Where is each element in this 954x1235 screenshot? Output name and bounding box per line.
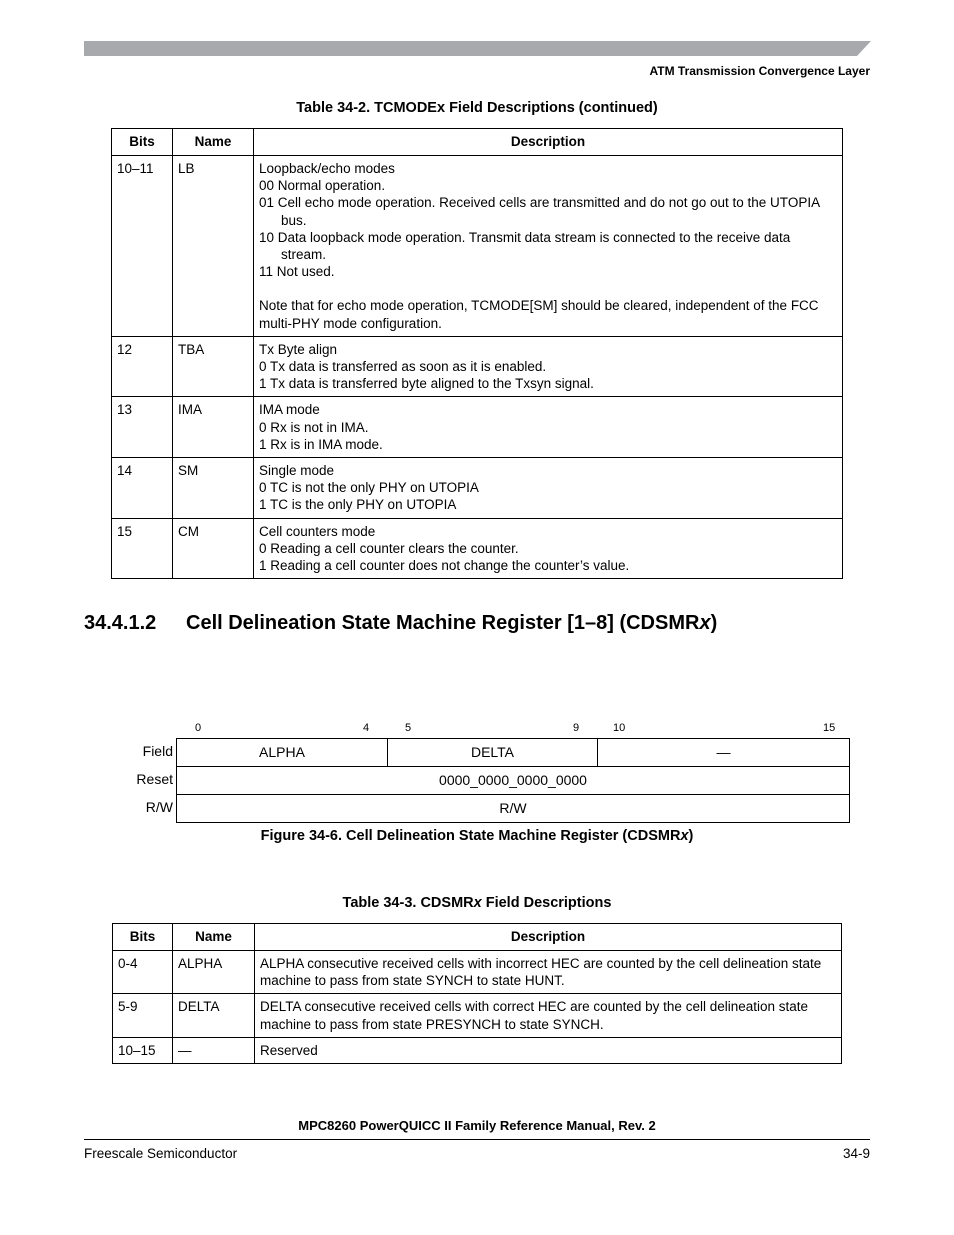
cell-description (254, 518, 843, 579)
cell-name: IMA (173, 397, 254, 458)
description-line: 1 Rx is in IMA mode. (259, 436, 383, 452)
cell-bits: 15 (112, 518, 173, 579)
description-line: 11 Not used. (259, 264, 335, 280)
table-row (113, 994, 842, 1037)
figure-caption-end: ) (688, 828, 694, 844)
bit-number-5: 5 (405, 722, 412, 734)
table1 (111, 128, 843, 579)
description-line: Tx Byte align (259, 341, 338, 357)
description-line: 1 Tx data is transferred byte aligned to the Txsyn signal. (259, 376, 594, 392)
footer-company: Freescale Semiconductor (84, 1146, 238, 1161)
description-line: 00 Normal operation. (259, 178, 386, 194)
cell-description: DELTA consecutive received cells with correct HEC are counted by the cell delineation state machine to pass from state PRESYNCH to state SYNCH. (255, 994, 842, 1037)
bit-number-10: 10 (613, 722, 626, 734)
description-line: Single mode (259, 463, 335, 479)
description-line: 01 Cell echo mode operation. Received cells are transmitted and do not go out to the UTOPIA bus. (259, 195, 820, 228)
column-header-bits: Bits (113, 924, 173, 951)
description-line: 0 Reading a cell counter clears the counter. (259, 540, 519, 556)
row-label-rw: R/W (145, 799, 173, 815)
description-line: 0 Rx is not in IMA. (259, 419, 369, 435)
cell-bits: 10–15 (113, 1037, 173, 1063)
table-row (113, 951, 842, 994)
cell-name: CM (173, 518, 254, 579)
section-heading (84, 612, 717, 635)
description-line: Cell counters mode (259, 523, 376, 539)
register-field-alpha: ALPHA (177, 739, 388, 766)
table2-caption-text: Table 34-3. CDSMR (342, 895, 474, 911)
table2-caption (0, 895, 954, 911)
footer-page-number: 34-9 (842, 1146, 870, 1161)
cell-description (254, 336, 843, 397)
table-row (113, 1037, 842, 1063)
bit-number-9: 9 (573, 722, 580, 734)
column-header-name: Name (173, 924, 255, 951)
description-line: IMA mode (259, 402, 320, 418)
description-line: 1 Reading a cell counter does not change the counter’s value. (259, 558, 630, 574)
cell-name: ALPHA (173, 951, 255, 994)
bit-number-15: 15 (823, 722, 836, 734)
register-field-delta: DELTA (388, 739, 598, 766)
table2-header-row (113, 924, 842, 951)
cell-name: DELTA (173, 994, 255, 1037)
section-title-italic: x (699, 612, 711, 634)
cell-bits: 14 (112, 458, 173, 519)
cell-name: TBA (173, 336, 254, 397)
header-bar-shape (84, 41, 871, 56)
description-line: 1 TC is the only PHY on UTOPIA (259, 497, 457, 513)
description-line: Loopback/echo modes (259, 161, 395, 176)
description-line: 10 Data loopback mode operation. Transmit data stream is connected to the receive data stream. (259, 229, 791, 263)
cell-bits: 10–11 (112, 156, 173, 337)
section-title: Cell Delineation State Machine Register [1–8] (CDSMR (186, 612, 700, 634)
table-row (112, 397, 843, 458)
cell-description (254, 156, 843, 337)
table-row (112, 518, 843, 579)
register-field-row (176, 738, 850, 767)
footer-manual-title: MPC8260 PowerQUICC II Family Reference Manual, Rev. 2 (298, 1118, 656, 1133)
description-line: Note that for echo mode operation, TCMODE[SM] should be cleared, independent of the FCC multi-PHY mode configuration. (259, 298, 819, 331)
table2-caption-italic: x (473, 895, 482, 911)
column-header-bits: Bits (112, 129, 173, 156)
table2 (112, 923, 842, 1064)
register-diagram (120, 718, 855, 828)
table-row (112, 458, 843, 519)
footer-rule (84, 1139, 870, 1140)
figure-caption-text: Figure 34-6. Cell Delineation State Machine Register (CDSMR (260, 828, 681, 844)
register-reset-row: 0000_0000_0000_0000 (176, 766, 850, 795)
column-header-description: Description (254, 129, 843, 156)
section-title-end: ) (710, 612, 718, 634)
cell-name: LB (173, 156, 254, 337)
bit-number-0: 0 (195, 722, 202, 734)
figure-caption (0, 828, 954, 844)
description-gap (259, 280, 837, 297)
description-line: 0 Tx data is transferred as soon as it is enabled. (259, 359, 547, 375)
column-header-name: Name (173, 129, 254, 156)
row-label-field: Field (142, 743, 173, 759)
table1-header-row (112, 129, 843, 156)
table1-caption: Table 34-2. TCMODEx Field Descriptions (continued) (296, 100, 658, 116)
table-row (112, 336, 843, 397)
cell-bits: 13 (112, 397, 173, 458)
cell-description (254, 458, 843, 519)
description-line: 0 TC is not the only PHY on UTOPIA (259, 480, 479, 496)
register-rw-row: R/W (176, 794, 850, 823)
cell-bits: 12 (112, 336, 173, 397)
bit-number-4: 4 (363, 722, 370, 734)
table2-caption-end: Field Descriptions (481, 895, 612, 911)
cell-bits: 5-9 (113, 994, 173, 1037)
cell-description: ALPHA consecutive received cells with incorrect HEC are counted by the cell delineation state machine to pass from state SYNCH to state HUNT. (255, 951, 842, 994)
cell-description (254, 397, 843, 458)
cell-name: — (173, 1037, 255, 1063)
cell-name: SM (173, 458, 254, 519)
cell-bits: 0-4 (113, 951, 173, 994)
running-head: ATM Transmission Convergence Layer (649, 64, 870, 78)
cell-description: Reserved (255, 1037, 842, 1063)
register-field-reserved: — (716, 744, 731, 760)
table-row (112, 156, 843, 337)
header-bar (84, 41, 871, 56)
section-number: 34.4.1.2 (84, 612, 157, 634)
column-header-description: Description (255, 924, 842, 951)
figure-caption-italic: x (680, 828, 689, 844)
row-label-reset: Reset (136, 771, 173, 787)
